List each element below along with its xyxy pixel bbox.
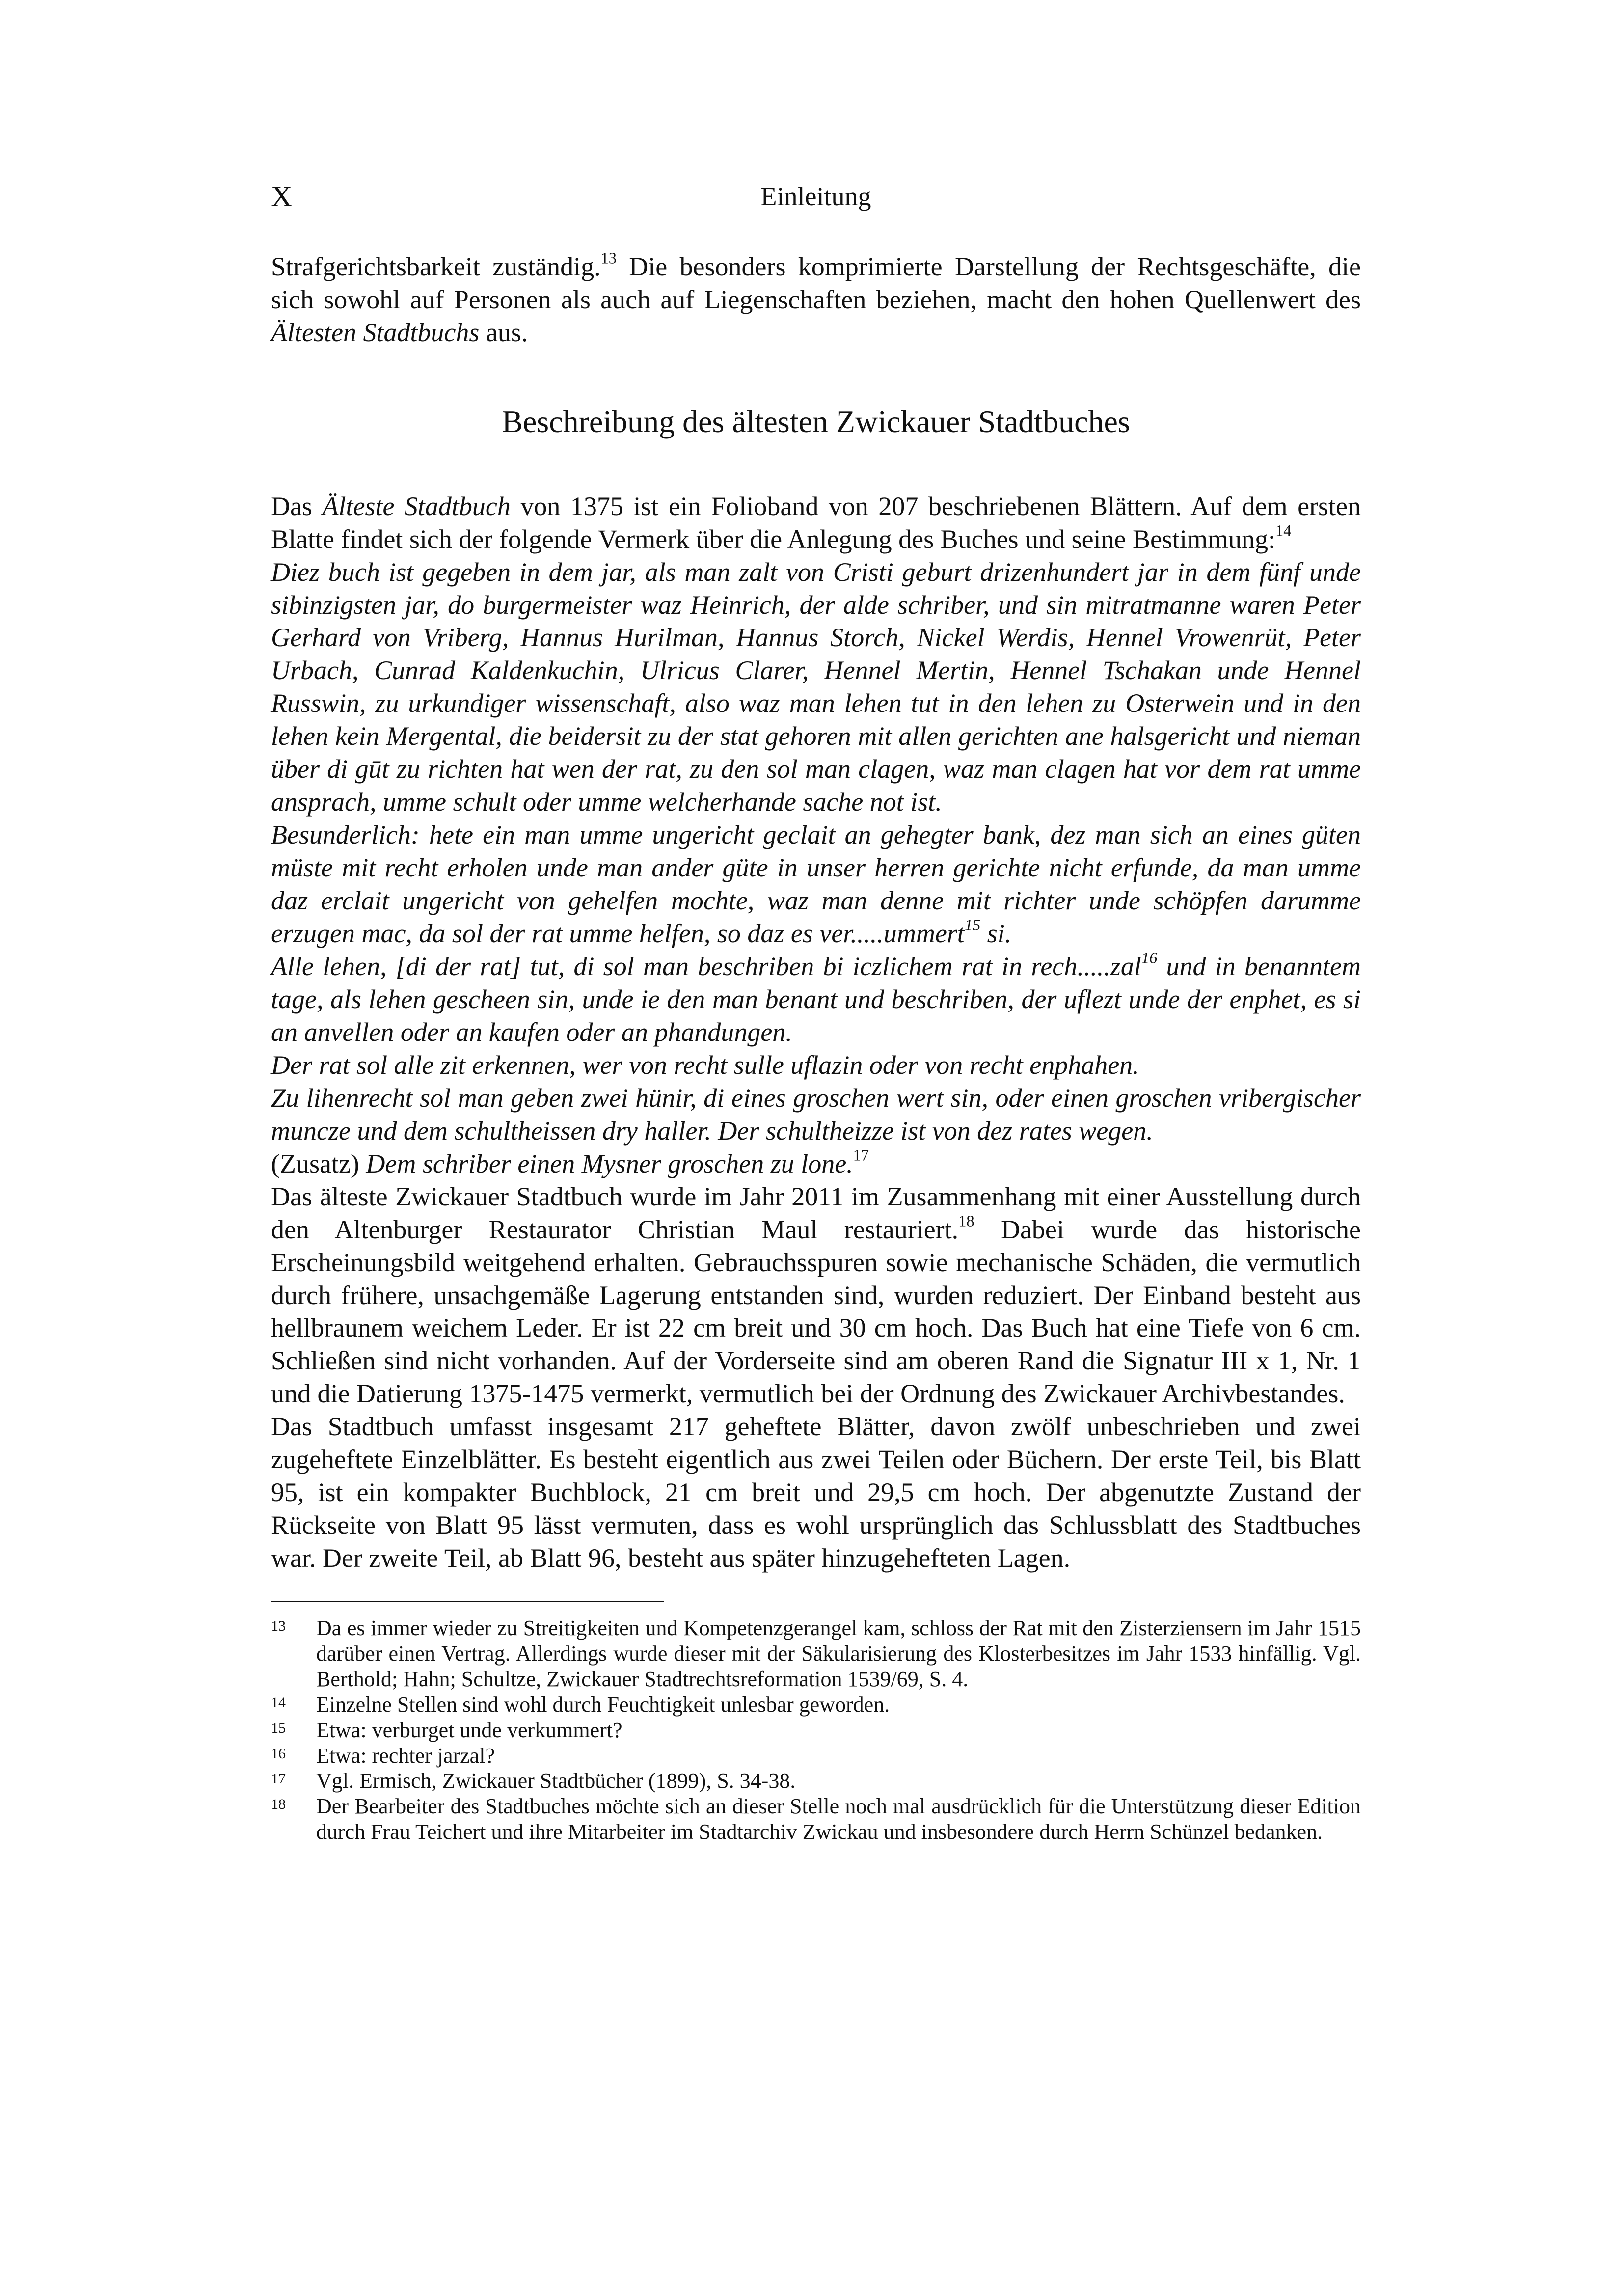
section-heading: Beschreibung des ältesten Zwickauer Stadtbuches: [502, 404, 1130, 439]
running-title: Einleitung: [760, 182, 871, 211]
restoration-text-a: Das älteste Zwickauer Stadtbuch wurde im Jahr 2011 im Zusammenhang mit einer Ausstellung durch den Altenburger Restaurator Christian Maul restauriert.: [271, 1181, 1361, 1244]
addition-text: Dem schriber einen Mysner groschen zu lone.: [366, 1148, 853, 1178]
intro-text-c: aus.: [479, 317, 528, 347]
quote-3-text-b: und in benanntem tage, als lehen gescheen sin, unde ie den man benant und beschriben, der uflezt unde der enphet, es si an anvellen oder an kaufen oder an phandungen.: [271, 952, 1361, 1047]
description-paragraph: [271, 490, 1361, 556]
footnote-number: 15: [271, 1720, 286, 1736]
desc-text-a: Das: [271, 491, 323, 521]
quote-2-text-b: si.: [980, 919, 1012, 949]
quote-2-text-a: Besunderlich: hete ein man umme ungericht geclait an gehegter bank, dez man sich an eines güten müste mit recht erholen unde man ander güte in unser herren gerichte nicht erfunde, da man umme daz erclait ungericht von gehelfen mochte, waz man denne mit richter unde schöpfen darumme erzugen mac, da sol der rat umme helfen, so daz es ver.....ummert: [271, 820, 1361, 949]
footnote-text: Etwa: verburget unde verkummert?: [316, 1718, 622, 1742]
footnote-number: 13: [271, 1618, 286, 1634]
restoration-text-b: Dabei wurde das historische Erscheinungsbild weitgehend erhalten. Gebrauchsspuren sowie mechanische Schäden, die vermutlich durch frühere, unsachgemäße Lagerung entstanden sind, wurden reduziert. Der Einband besteht aus hellbraunem weichem Leder. Er ist 22 cm breit und 30 cm hoch. Das Buch hat eine Tiefe von 6 cm. Schließen sind nicht vorhanden. Auf der Vorderseite sind am oberen Rand die Signatur III x 1, Nr. 1 und die Datierung 1375-1475 vermerkt, vermutlich bei der Ordnung des Zwickauer Archivbestandes.: [271, 1214, 1361, 1409]
quote-paragraph-2: [271, 819, 1361, 950]
footnote: [271, 1718, 1361, 1743]
quote-paragraph-5: Zu lihenrecht sol man geben zwei hünir, di eines groschen wert sin, oder einen groschen vribergischer muncze und dem schultheissen dry haller. Der schultheizze ist von dez rates wegen.: [271, 1083, 1361, 1146]
footnote-number: 17: [271, 1771, 286, 1787]
footnote-ref-17: 17: [853, 1147, 869, 1165]
footnote-text: Vgl. Ermisch, Zwickauer Stadtbücher (1899), S. 34-38.: [316, 1769, 796, 1793]
addition-label: (Zusatz): [271, 1148, 366, 1178]
intro-text-b: Die besonders komprimierte Darstellung der Rechtsgeschäfte, die sich sowohl auf Personen als auch auf Liegenschaften beziehen, macht den hohen Quellenwert des: [271, 252, 1361, 314]
restoration-paragraph: [271, 1180, 1361, 1411]
quote-3-text-a: Alle lehen, [di der rat] tut, di sol man beschriben bi iczlichem rat in rech.....zal: [271, 952, 1141, 981]
footnote-text: Der Bearbeiter des Stadtbuches möchte sich an dieser Stelle noch mal ausdrücklich für die Unterstützung dieser Edition durch Frau Teichert und ihre Mitarbeiter im Stadtarchiv Zwickau und insbesondere durch Herrn Schünzel bedanken.: [316, 1794, 1361, 1844]
footnote-text: Da es immer wieder zu Streitigkeiten und Kompetenzgerangel kam, schloss der Rat mit den Zisterziensern im Jahr 1515 darüber einen Vertrag. Allerdings wurde dieser mit der Säkularisierung des Klosterbesitzes im Jahr 1533 hinfällig. Vgl. Berthold; Hahn; Schultze, Zwickauer Stadtrechtsreformation 1539/69, S. 4.: [316, 1616, 1361, 1691]
footnote-number: 16: [271, 1745, 286, 1762]
footnote-number: 14: [271, 1694, 286, 1711]
footnote: [271, 1743, 1361, 1769]
quote-paragraph-1: Diez buch ist gegeben in dem jar, als man zalt von Cristi geburt drizenhundert jar in dem fünf unde sibinzigsten jar, do burgermeister waz Heinrich, der alde schriber, und sin mitratmanne waren Peter Gerhard von Vriberg, Hannus Hurilman, Hannus Storch, Nickel Werdis, Hennel Vrowenrüt, Peter Urbach, Cunrad Kaldenkuchin, Ulricus Clarer, Hennel Mertin, Hennel Tschakan unde Hennel Russwin, zu urkundiger wissenschaft, also waz man lehen tut in den lehen zu Osterwein und in den lehen kein Mergental, die beidersit zu der stat gehoren mit allen gerichten ane halsgericht und nieman über di gūt zu richten hat wen der rat, zu den sol man clagen, waz man clagen hat vor dem rat umme anspraсh, umme schult oder umme welcherhande sache not ist.: [271, 557, 1361, 817]
footnote-text: Einzelne Stellen sind wohl durch Feuchtigkeit unlesbar geworden.: [316, 1692, 890, 1717]
main-text: [271, 250, 1361, 1575]
footnote: [271, 1768, 1361, 1794]
book-title-ref: Ältesten Stadtbuchs: [271, 317, 480, 347]
book-title-ref: Älteste Stadtbuch: [322, 491, 511, 521]
footnote: [271, 1615, 1361, 1692]
footnote-separator: [271, 1601, 664, 1602]
footnote: [271, 1692, 1361, 1718]
footnote-number: 18: [271, 1796, 286, 1813]
quote-paragraph-4: Der rat sol alle zit erkennen, wer von recht sulle uflazin oder von recht enphahen.: [271, 1050, 1139, 1080]
intro-paragraph: [271, 250, 1361, 349]
page-header: [271, 177, 1361, 216]
footnote-ref-13: 13: [600, 249, 617, 268]
footnote-ref-16: 16: [1141, 949, 1158, 967]
footnote-ref-15: 15: [964, 916, 981, 934]
footnote-text: Etwa: rechter jarzal?: [316, 1743, 495, 1768]
intro-text-a: Strafgerichtsbarkeit zuständig.: [271, 252, 601, 281]
page-number: X: [271, 180, 293, 213]
footnote-ref-18: 18: [958, 1212, 974, 1230]
footnote: [271, 1794, 1361, 1845]
structure-paragraph: Das Stadtbuch umfasst insgesamt 217 geheftete Blätter, davon zwölf unbeschrieben und zwei zugeheftete Einzelblätter. Es besteht eigentlich aus zwei Teilen oder Büchern. Der erste Teil, bis Blatt 95, ist ein kompakter Buchblock, 21 cm breit und 29,5 cm hoch. Der abgenutzte Zustand der Rückseite von Blatt 95 lässt vermuten, dass es wohl ursprünglich das Schlussblatt des Stadtbuches war. Der zweite Teil, ab Blatt 96, besteht aus später hinzugehefteten Lagen.: [271, 1412, 1361, 1573]
quote-paragraph-6: [271, 1148, 1361, 1180]
desc-text-b: von 1375 ist ein Folioband von 207 beschriebenen Blättern. Auf dem ersten Blatte findet sich der folgende Vermerk über die Anlegung des Buches und seine Bestimmung:: [271, 491, 1361, 554]
quote-paragraph-3: [271, 950, 1361, 1049]
footnotes: [271, 1615, 1361, 1845]
footnote-ref-14: 14: [1275, 522, 1292, 540]
